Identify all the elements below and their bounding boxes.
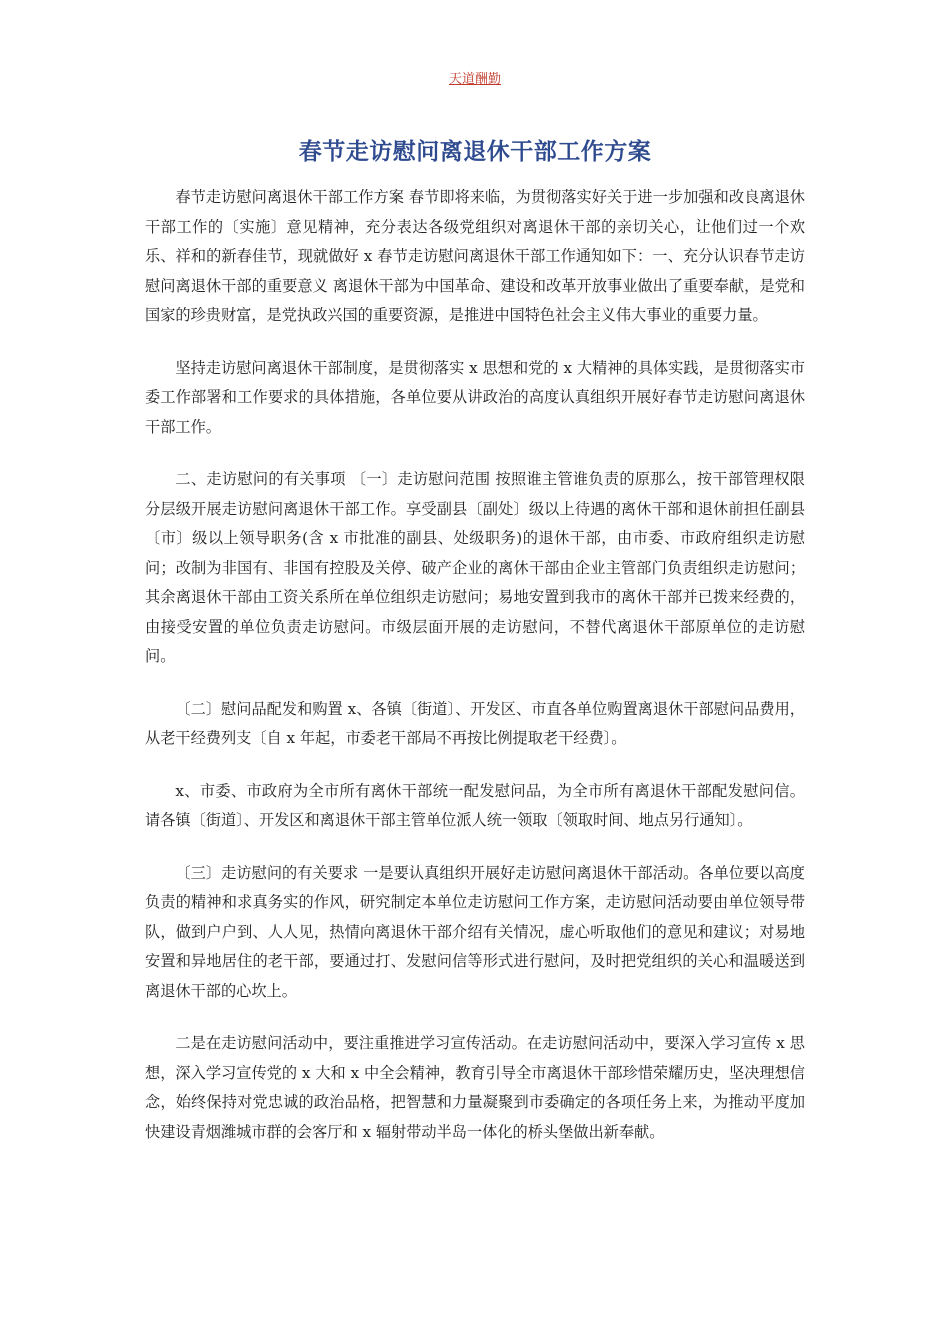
document-body <box>145 183 805 1170</box>
paragraph-2: 坚持走访慰问离退休干部制度，是贯彻落实 x 思想和党的 x 大精神的具体实践，是贯彻落实市委工作部署和工作要求的具体措施，各单位要从讲政治的高度认真组织开展好春节走访慰问离退休干部工作。 <box>145 358 805 436</box>
paragraph-3: 二、走访慰问的有关事项 〔一〕走访慰问范围 按照谁主管谁负责的原那么，按干部管理权限分层级开展走访慰问离退休干部工作。享受副县〔副处〕级以上待遇的离休干部和退休前担任副县〔市〕级以上领导职务(含 x 市批准的副县、处级职务)的退休干部，由市委、市政府组织走访慰问；改制为非国有、非国有控股及关停、破产企业的离休干部由企业主管部门负责组织走访慰问；其余离退休干部由工资关系所在单位组织走访慰问；易地安置到我市的离休干部并已拨来经费的，由接受安置的单位负责走访慰问。市级层面开展的走访慰问，不替代离退休干部原单位的走访慰问。 <box>145 470 805 665</box>
paragraph-4: 〔二〕慰问品配发和购置 x、各镇〔街道〕、开发区、市直各单位购置离退休干部慰问品费用，从老干经费列支〔自 x 年起，市委老干部局不再按比例提取老干经费〕。 <box>145 699 805 747</box>
paragraph-7: 二是在走访慰问活动中，要注重推进学习宣传活动。在走访慰问活动中，要深入学习宣传 x 思想，深入学习宣传党的 x 大和 x 中全会精神，教育引导全市离退休干部珍惜荣耀历史，坚决理想信念，始终保持对党忠诚的政治品格，把智慧和力量凝聚到市委确定的各项任务上来，为推动平度加快建设青烟潍城市群的会客厅和 x 辐射带动半岛一体化的桥头堡做出新奉献。 <box>145 1034 805 1141</box>
paragraph-6: 〔三〕走访慰问的有关要求 一是要认真组织开展好走访慰问离退休干部活动。各单位要以高度负责的精神和求真务实的作风，研究制定本单位走访慰问工作方案，走访慰问活动要由单位领导带队，做到户户到、人人见，热情向离退休干部介绍有关情况，虚心听取他们的意见和建议；对易地安置和异地居住的老干部，要通过打、发慰问信等形式进行慰问，及时把党组织的关心和温暖送到离退休干部的心坎上。 <box>145 863 805 1000</box>
header-watermark[interactable]: 天道酬勤 <box>448 72 501 87</box>
document-title: 春节走访慰问离退休干部工作方案 <box>298 139 652 165</box>
paragraph-1: 春节走访慰问离退休干部工作方案 春节即将来临，为贯彻落实好关于进一步加强和改良离退休干部工作的〔实施〕意见精神，充分表达各级党组织对离退休干部的亲切关心，让他们过一个欢乐、祥和的新春佳节，现就做好 x 春节走访慰问离退休干部工作通知如下：一、充分认识春节走访慰问离退休干部的重要意义 离退休干部为中国革命、建设和改革开放事业做出了重要奉献，是党和国家的珍贵财富，是党执政兴国的重要资源，是推进中国特色社会主义伟大事业的重要力量。 <box>145 188 805 324</box>
paragraph-5: x、市委、市政府为全市所有离休干部统一配发慰问品，为全市所有离退休干部配发慰问信。请各镇〔街道〕、开发区和离退休干部主管单位派人统一领取〔领取时间、地点另行通知〕。 <box>145 781 805 829</box>
